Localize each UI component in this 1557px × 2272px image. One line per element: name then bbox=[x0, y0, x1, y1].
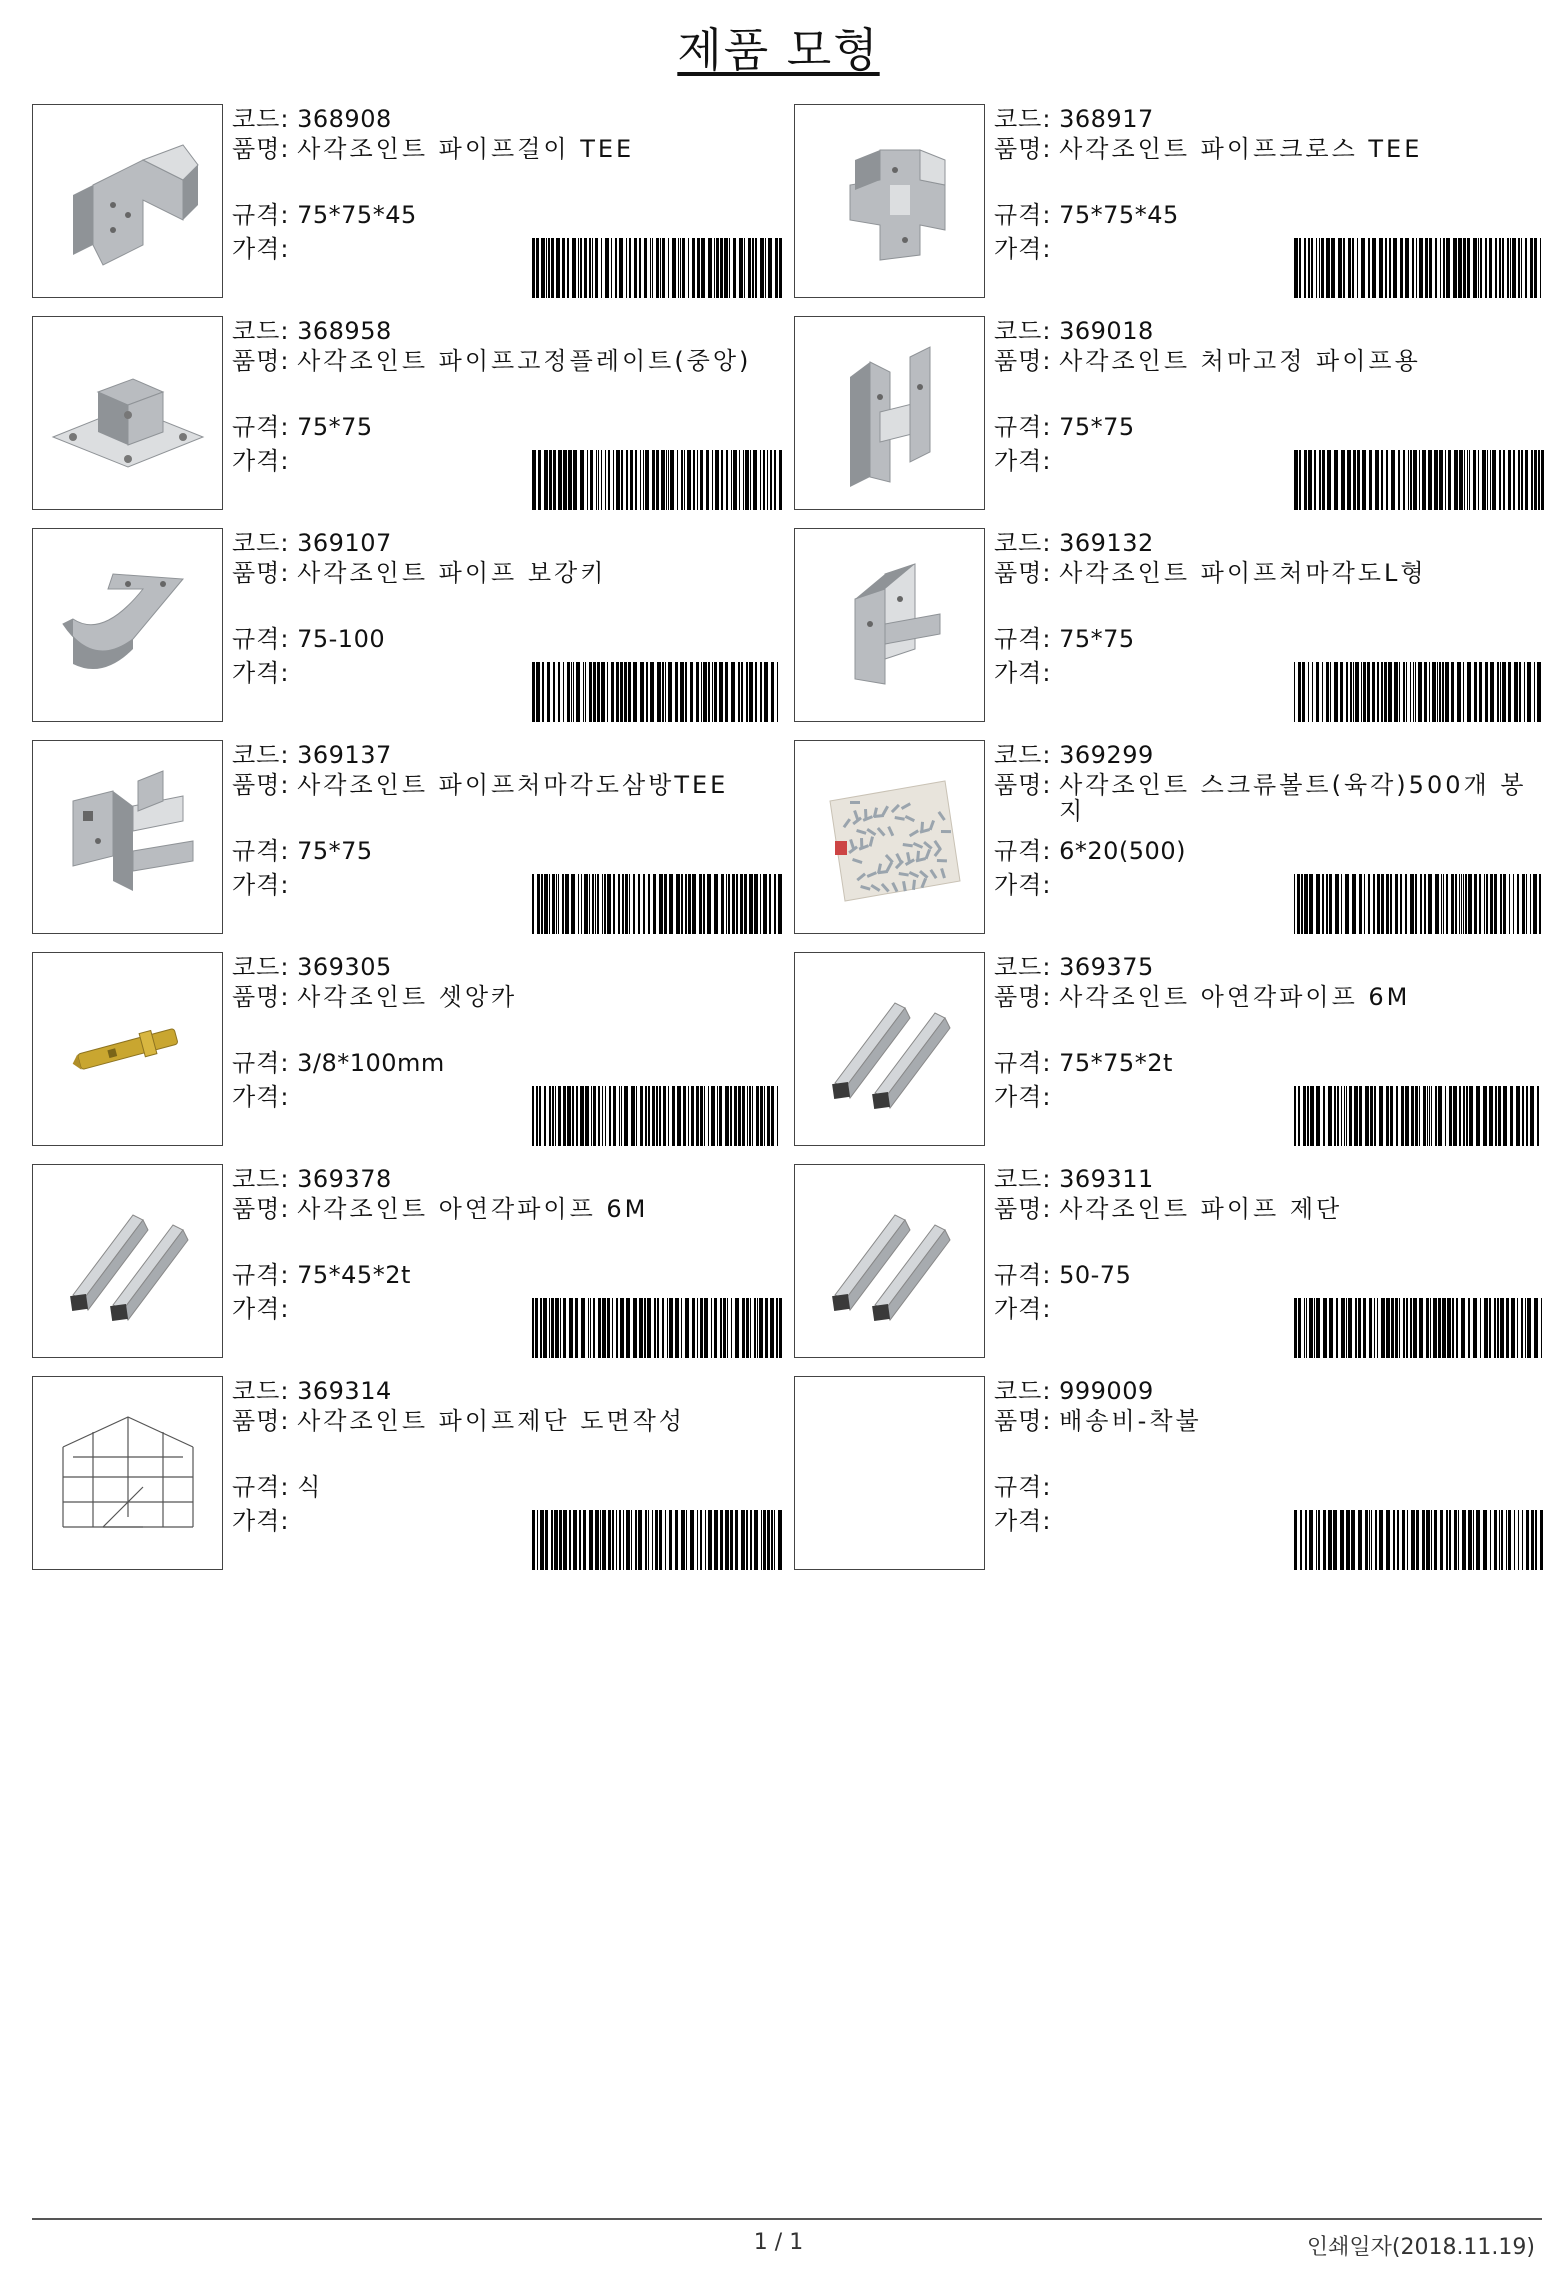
product-name-row bbox=[994, 348, 1544, 374]
product-info bbox=[232, 952, 782, 1146]
price-label: 가격: bbox=[232, 1083, 290, 1111]
product-card bbox=[32, 104, 780, 298]
product-card bbox=[794, 104, 1542, 298]
product-image bbox=[794, 104, 985, 298]
name-label: 품명: bbox=[994, 1407, 1052, 1435]
price-label: 가격: bbox=[232, 1295, 290, 1323]
price-label: 가격: bbox=[994, 659, 1052, 687]
product-spec-row bbox=[994, 200, 1179, 230]
product-name: 사각조인트 셋앙카 bbox=[297, 983, 518, 1011]
anchor-bolt-icon bbox=[33, 953, 222, 1146]
product-code-row bbox=[232, 528, 392, 558]
product-name: 사각조인트 파이프처마각도L형 bbox=[1059, 559, 1427, 587]
product-info bbox=[994, 528, 1544, 722]
product-spec-row bbox=[232, 1048, 445, 1078]
product-code-row bbox=[994, 952, 1154, 982]
barcode bbox=[532, 450, 782, 510]
product-card bbox=[32, 316, 780, 510]
name-label: 품명: bbox=[994, 771, 1052, 799]
reinforcement-key-icon bbox=[33, 529, 222, 722]
price-label: 가격: bbox=[994, 871, 1052, 899]
product-image bbox=[32, 1376, 223, 1570]
product-code-row bbox=[994, 1164, 1154, 1194]
product-spec: 75*75 bbox=[1059, 625, 1135, 653]
product-name: 사각조인트 파이프크로스 TEE bbox=[1059, 135, 1423, 163]
code-label: 코드: bbox=[232, 1165, 290, 1193]
barcode bbox=[1294, 238, 1544, 298]
spec-label: 규격: bbox=[994, 1049, 1052, 1077]
product-image bbox=[32, 316, 223, 510]
product-code: 369107 bbox=[297, 529, 392, 557]
code-label: 코드: bbox=[994, 317, 1052, 345]
product-spec-row bbox=[994, 1472, 1051, 1502]
product-price-row bbox=[994, 658, 1051, 688]
name-label: 품명: bbox=[994, 1195, 1052, 1223]
product-info bbox=[232, 1164, 782, 1358]
product-price-row bbox=[994, 1082, 1051, 1112]
barcode bbox=[1294, 1086, 1544, 1146]
product-image bbox=[794, 740, 985, 934]
product-spec-row bbox=[994, 1048, 1173, 1078]
barcode bbox=[1294, 874, 1544, 934]
price-label: 가격: bbox=[994, 1295, 1052, 1323]
product-code-row bbox=[232, 104, 392, 134]
product-code: 369299 bbox=[1059, 741, 1154, 769]
price-label: 가격: bbox=[994, 1083, 1052, 1111]
product-name-row bbox=[232, 136, 782, 162]
product-name-row bbox=[994, 1196, 1544, 1222]
product-info bbox=[232, 740, 782, 934]
product-code-row bbox=[994, 316, 1154, 346]
square-pipe-icon bbox=[795, 953, 984, 1146]
name-label: 품명: bbox=[994, 983, 1052, 1011]
code-label: 코드: bbox=[232, 953, 290, 981]
spec-label: 규격: bbox=[232, 413, 290, 441]
product-image bbox=[794, 528, 985, 722]
barcode bbox=[532, 238, 782, 298]
product-name: 사각조인트 파이프걸이 TEE bbox=[297, 135, 635, 163]
price-label: 가격: bbox=[994, 235, 1052, 263]
product-name-row bbox=[232, 1408, 782, 1434]
structure-drawing-icon bbox=[33, 1377, 222, 1570]
product-code-row bbox=[994, 528, 1154, 558]
product-spec: 75*45*2t bbox=[297, 1261, 411, 1289]
product-spec: 75*75 bbox=[1059, 413, 1135, 441]
price-label: 가격: bbox=[232, 447, 290, 475]
footer-divider bbox=[32, 2218, 1542, 2220]
product-card bbox=[32, 528, 780, 722]
product-price-row bbox=[232, 446, 289, 476]
code-label: 코드: bbox=[994, 1165, 1052, 1193]
barcode bbox=[1294, 1298, 1544, 1358]
product-spec: 75-100 bbox=[297, 625, 386, 653]
product-code: 369305 bbox=[297, 953, 392, 981]
product-spec: 6*20(500) bbox=[1059, 837, 1186, 865]
price-label: 가격: bbox=[232, 235, 290, 263]
product-card bbox=[32, 1164, 780, 1358]
product-spec-row bbox=[232, 836, 373, 866]
name-label: 품명: bbox=[232, 771, 290, 799]
name-label: 품명: bbox=[232, 1195, 290, 1223]
product-info bbox=[994, 1376, 1544, 1570]
spec-label: 규격: bbox=[994, 201, 1052, 229]
product-name-row bbox=[232, 560, 782, 586]
code-label: 코드: bbox=[994, 105, 1052, 133]
product-spec: 3/8*100mm bbox=[297, 1049, 445, 1077]
name-label: 품명: bbox=[994, 347, 1052, 375]
name-label: 품명: bbox=[994, 559, 1052, 587]
product-spec-row bbox=[232, 200, 417, 230]
product-info bbox=[232, 316, 782, 510]
product-spec-row bbox=[994, 412, 1135, 442]
product-name: 사각조인트 파이프 보강키 bbox=[297, 559, 607, 587]
product-name-row bbox=[994, 772, 1544, 824]
product-code: 369314 bbox=[297, 1377, 392, 1405]
page-number: 1 / 1 bbox=[753, 2230, 804, 2255]
barcode bbox=[532, 1298, 782, 1358]
product-code-row bbox=[232, 1164, 392, 1194]
product-image bbox=[32, 104, 223, 298]
product-spec: 75*75*2t bbox=[1059, 1049, 1173, 1077]
product-code: 368908 bbox=[297, 105, 392, 133]
spec-label: 규격: bbox=[232, 1473, 290, 1501]
product-code: 369132 bbox=[1059, 529, 1154, 557]
product-info bbox=[232, 528, 782, 722]
product-name: 사각조인트 처마고정 파이프용 bbox=[1059, 347, 1421, 375]
product-image bbox=[32, 528, 223, 722]
page-title: 제품 모형 bbox=[677, 23, 880, 77]
product-name: 사각조인트 파이프 제단 bbox=[1059, 1195, 1343, 1223]
code-label: 코드: bbox=[232, 741, 290, 769]
price-label: 가격: bbox=[232, 1507, 290, 1535]
print-date: 인쇄일자(2018.11.19) bbox=[1306, 2235, 1535, 2260]
product-name: 사각조인트 파이프제단 도면작성 bbox=[297, 1407, 685, 1435]
product-image bbox=[794, 1164, 985, 1358]
product-price-row bbox=[232, 1506, 289, 1536]
screw-bag-icon bbox=[795, 741, 984, 934]
product-image bbox=[794, 952, 985, 1146]
product-info bbox=[232, 1376, 782, 1570]
product-name-row bbox=[994, 560, 1544, 586]
product-card bbox=[794, 952, 1542, 1146]
product-name: 사각조인트 파이프처마각도삼방TEE bbox=[297, 771, 729, 799]
code-label: 코드: bbox=[994, 953, 1052, 981]
product-card bbox=[32, 952, 780, 1146]
barcode bbox=[1294, 450, 1544, 510]
product-name-row bbox=[232, 1196, 782, 1222]
product-info bbox=[994, 316, 1544, 510]
product-price-row bbox=[994, 446, 1051, 476]
product-info bbox=[994, 952, 1544, 1146]
product-name-row bbox=[994, 1408, 1544, 1434]
product-card bbox=[794, 316, 1542, 510]
code-label: 코드: bbox=[994, 1377, 1052, 1405]
product-code-row bbox=[232, 740, 392, 770]
product-price-row bbox=[232, 1294, 289, 1324]
product-spec: 50-75 bbox=[1059, 1261, 1132, 1289]
barcode bbox=[1294, 1510, 1544, 1570]
code-label: 코드: bbox=[232, 529, 290, 557]
code-label: 코드: bbox=[994, 529, 1052, 557]
product-card bbox=[794, 1376, 1542, 1570]
product-spec-row bbox=[232, 1472, 321, 1502]
product-code: 368917 bbox=[1059, 105, 1154, 133]
product-price-row bbox=[994, 1294, 1051, 1324]
code-label: 코드: bbox=[232, 317, 290, 345]
barcode bbox=[532, 1510, 782, 1570]
name-label: 품명: bbox=[232, 559, 290, 587]
product-code: 369375 bbox=[1059, 953, 1154, 981]
name-label: 품명: bbox=[232, 1407, 290, 1435]
product-name-row bbox=[232, 348, 782, 374]
product-name: 사각조인트 스크류볼트(육각)500개 봉지 bbox=[1059, 771, 1527, 825]
product-spec-row bbox=[232, 412, 373, 442]
spec-label: 규격: bbox=[232, 1261, 290, 1289]
product-info bbox=[232, 104, 782, 298]
code-label: 코드: bbox=[232, 1377, 290, 1405]
product-code: 369311 bbox=[1059, 1165, 1154, 1193]
product-code-row bbox=[232, 1376, 392, 1406]
product-info bbox=[994, 740, 1544, 934]
tee-hanger-icon bbox=[33, 105, 222, 298]
price-label: 가격: bbox=[994, 447, 1052, 475]
product-spec: 75*75*45 bbox=[1059, 201, 1179, 229]
product-card bbox=[32, 1376, 780, 1570]
price-label: 가격: bbox=[994, 1507, 1052, 1535]
l-angle-bracket-icon bbox=[795, 529, 984, 722]
product-name-row bbox=[232, 772, 782, 798]
product-spec-row bbox=[994, 1260, 1131, 1290]
product-spec: 75*75*45 bbox=[297, 201, 417, 229]
product-name-row bbox=[994, 984, 1544, 1010]
product-code-row bbox=[994, 104, 1154, 134]
product-spec-row bbox=[994, 624, 1135, 654]
square-pipe-icon bbox=[33, 1165, 222, 1358]
product-spec: 식 bbox=[297, 1473, 321, 1501]
product-price-row bbox=[994, 870, 1051, 900]
product-name-row bbox=[994, 136, 1544, 162]
spec-label: 규격: bbox=[994, 837, 1052, 865]
eave-bracket-icon bbox=[795, 317, 984, 510]
barcode bbox=[1294, 662, 1544, 722]
fixing-plate-icon bbox=[33, 317, 222, 510]
code-label: 코드: bbox=[994, 741, 1052, 769]
product-price-row bbox=[994, 1506, 1051, 1536]
product-image bbox=[794, 316, 985, 510]
name-label: 품명: bbox=[994, 135, 1052, 163]
spec-label: 규격: bbox=[994, 1473, 1052, 1501]
product-spec-row bbox=[232, 624, 385, 654]
product-spec-row bbox=[994, 836, 1186, 866]
product-image bbox=[794, 1376, 985, 1570]
product-image bbox=[32, 740, 223, 934]
product-spec: 75*75 bbox=[297, 413, 373, 441]
spec-label: 규격: bbox=[994, 625, 1052, 653]
product-code-row bbox=[994, 1376, 1154, 1406]
product-name: 배송비-착불 bbox=[1059, 1407, 1202, 1435]
product-code-row bbox=[232, 952, 392, 982]
spec-label: 규격: bbox=[232, 1049, 290, 1077]
product-card bbox=[794, 1164, 1542, 1358]
barcode bbox=[532, 874, 782, 934]
square-pipe-icon bbox=[795, 1165, 984, 1358]
product-code-row bbox=[994, 740, 1154, 770]
product-code: 369018 bbox=[1059, 317, 1154, 345]
product-spec-row bbox=[232, 1260, 411, 1290]
product-name: 사각조인트 파이프고정플레이트(중앙) bbox=[297, 347, 752, 375]
product-card bbox=[32, 740, 780, 934]
spec-label: 규격: bbox=[232, 837, 290, 865]
product-price-row bbox=[994, 234, 1051, 264]
product-info bbox=[994, 1164, 1544, 1358]
spec-label: 규격: bbox=[994, 413, 1052, 441]
product-card bbox=[794, 740, 1542, 934]
product-name: 사각조인트 아연각파이프 6M bbox=[1059, 983, 1411, 1011]
price-label: 가격: bbox=[232, 659, 290, 687]
product-spec: 75*75 bbox=[297, 837, 373, 865]
name-label: 품명: bbox=[232, 347, 290, 375]
barcode bbox=[532, 1086, 782, 1146]
product-name: 사각조인트 아연각파이프 6M bbox=[297, 1195, 649, 1223]
barcode bbox=[532, 662, 782, 722]
product-code: 368958 bbox=[297, 317, 392, 345]
price-label: 가격: bbox=[232, 871, 290, 899]
product-image bbox=[32, 1164, 223, 1358]
product-card bbox=[794, 528, 1542, 722]
cross-tee-icon bbox=[795, 105, 984, 298]
product-name-row bbox=[232, 984, 782, 1010]
three-way-tee-icon bbox=[33, 741, 222, 934]
name-label: 품명: bbox=[232, 135, 290, 163]
spec-label: 규격: bbox=[994, 1261, 1052, 1289]
product-price-row bbox=[232, 658, 289, 688]
product-price-row bbox=[232, 234, 289, 264]
product-price-row bbox=[232, 1082, 289, 1112]
product-code-row bbox=[232, 316, 392, 346]
product-code: 369378 bbox=[297, 1165, 392, 1193]
product-price-row bbox=[232, 870, 289, 900]
spec-label: 규격: bbox=[232, 201, 290, 229]
product-code: 999009 bbox=[1059, 1377, 1154, 1405]
product-image bbox=[32, 952, 223, 1146]
name-label: 품명: bbox=[232, 983, 290, 1011]
code-label: 코드: bbox=[232, 105, 290, 133]
spec-label: 규격: bbox=[232, 625, 290, 653]
product-info bbox=[994, 104, 1544, 298]
product-code: 369137 bbox=[297, 741, 392, 769]
